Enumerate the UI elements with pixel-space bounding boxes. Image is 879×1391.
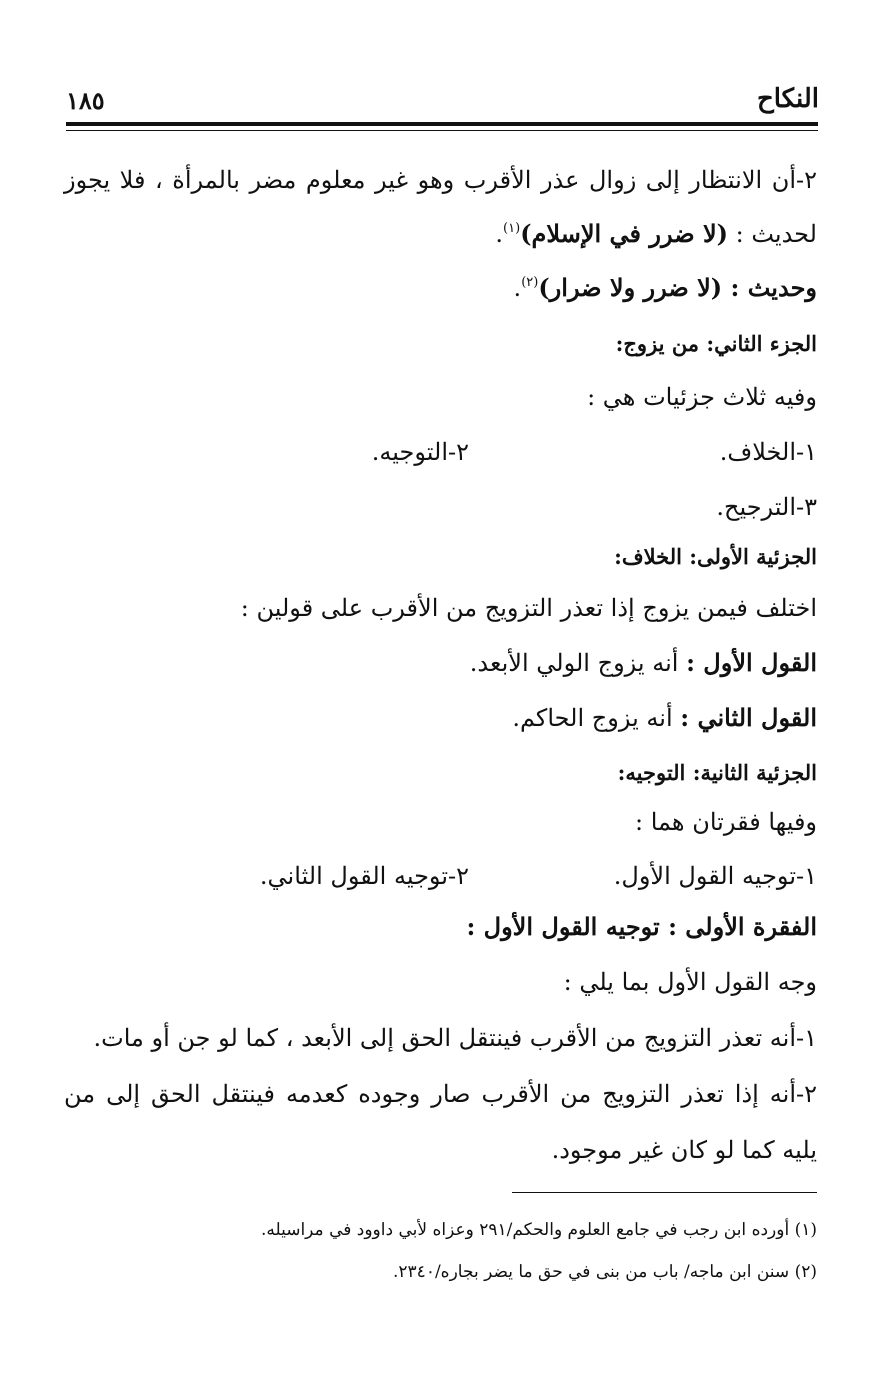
second-opinion: القول الثاني : أنه يزوج الحاكم. (512, 703, 817, 732)
list-item-first-justification: ١-توجيه القول الأول. (613, 862, 817, 890)
body-line-15: يليه كما لو كان غير موجود. (551, 1136, 817, 1164)
hadith-text-2: وحديث : (لا ضرر ولا ضرار) (538, 273, 817, 302)
footnote-separator (512, 1192, 817, 1193)
footnote-2: (٢) سنن ابن ماجه/ باب من بنى في حق ما يضر بجاره/٢٣٤٠. (393, 1262, 817, 1282)
body-line-3: وحديث : (لا ضرر ولا ضرار)$^{(٢)}$. (513, 273, 817, 302)
page-number: ١٨٥ (66, 86, 105, 115)
footnote-ref-1: (١) (503, 221, 521, 236)
section-heading-paragraph-one: الفقرة الأولى : توجيه القول الأول : (466, 912, 817, 941)
body-line-2: لحديث : (لا ضرر في الإسلام)$^{(١)}$. (495, 219, 817, 248)
section-heading-tawjih: الجزئية الثانية: التوجيه: (617, 760, 817, 785)
body-line-7: اختلف فيمن يزوج إذا تعذر التزويج من الأقرب على قولين : (240, 594, 817, 622)
list-item-tarjih: ٣-الترجيح. (716, 493, 817, 521)
body-line-4: وفيه ثلاث جزئيات هي : (587, 383, 817, 411)
body-line-14: ٢-أنه إذا تعذر التزويج من الأقرب صار وجوده كعدمه فينتقل الحق إلى من (64, 1080, 817, 1108)
running-header-title: النكاح (756, 84, 819, 114)
section-heading-part-two: الجزء الثاني: من يزوج: (615, 331, 817, 356)
header-rule-thick (66, 122, 818, 126)
list-item-tawjih: ٢-التوجيه. (371, 438, 469, 466)
footnote-1: (١) أورده ابن رجب في جامع العلوم والحكم/٢٩١ وعزاه لأبي داوود في مراسيله. (260, 1220, 817, 1240)
footnote-ref-2: (٢) (521, 275, 539, 290)
body-line-1: ٢-أن الانتظار إلى زوال عذر الأقرب وهو غير معلوم مضر بالمرأة ، فلا يجوز (64, 166, 817, 194)
first-opinion: القول الأول : أنه يزوج الولي الأبعد. (469, 648, 817, 677)
hadith-text-1: (لا ضرر في الإسلام) (520, 219, 728, 248)
header-rule-thin (66, 130, 818, 131)
body-line-13: ١-أنه تعذر التزويج من الأقرب فينتقل الحق إلى الأبعد ، كما لو جن أو مات. (93, 1024, 817, 1052)
list-item-second-justification: ٢-توجيه القول الثاني. (259, 862, 469, 890)
body-line-12: وجه القول الأول بما يلي : (563, 968, 817, 996)
section-heading-khilaf: الجزئية الأولى: الخلاف: (614, 544, 817, 569)
hadith-intro: لحديث : (735, 220, 817, 248)
body-line-10: وفيها فقرتان هما : (635, 808, 817, 836)
first-opinion-label: القول الأول : (686, 648, 817, 677)
list-item-khilaf: ١-الخلاف. (719, 438, 817, 466)
second-opinion-label: القول الثاني : (680, 703, 817, 732)
